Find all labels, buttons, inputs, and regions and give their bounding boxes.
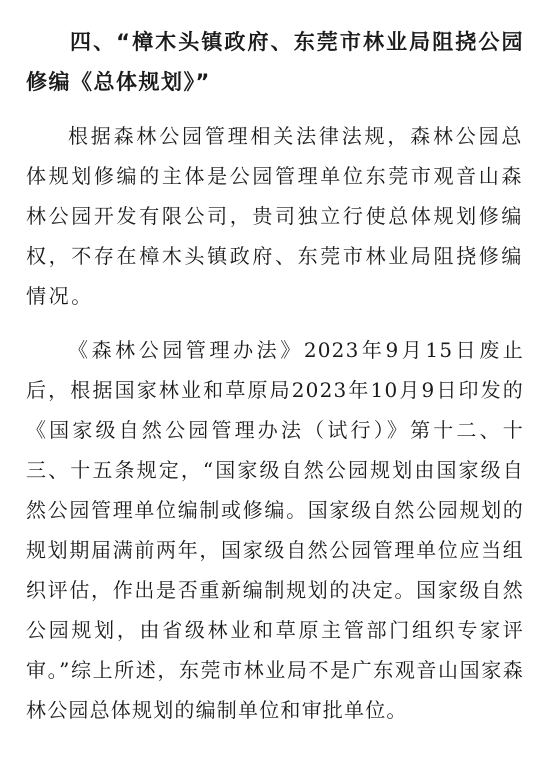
paragraph-regulations: 《森林公园管理办法》2023年9月15日废止后，根据国家林业和草原局2023年10月9日印发的《国家级自然公园管理办法（试行）》第十二、十三、十五条规定，“国家级自然公园规划由国家级自然公园管理单位编制或修编。国家级自然公园规划的规划期届满前两年，国家级自然公园管理单位应当组织评估，作出是否重新编制规划的决定。国家级自然公园规划，由省级林业和草原主管部门组织专家评审。”综上所述，东莞市林业局不是广东观音山国家森林公园总体规划的编制单位和审批单位。	[26, 338, 524, 722]
section-heading: 四、“樟木头镇政府、东莞市林业局阻挠公园修编《总体规划》”	[26, 30, 524, 94]
paragraph-editing-authority: 根据森林公园管理相关法律法规，森林公园总体规划修编的主体是公园管理单位东莞市观音山森林公园开发有限公司，贵司独立行使总体规划修编权，不存在樟木头镇政府、东莞市林业局阻挠修编情况。	[26, 124, 524, 308]
